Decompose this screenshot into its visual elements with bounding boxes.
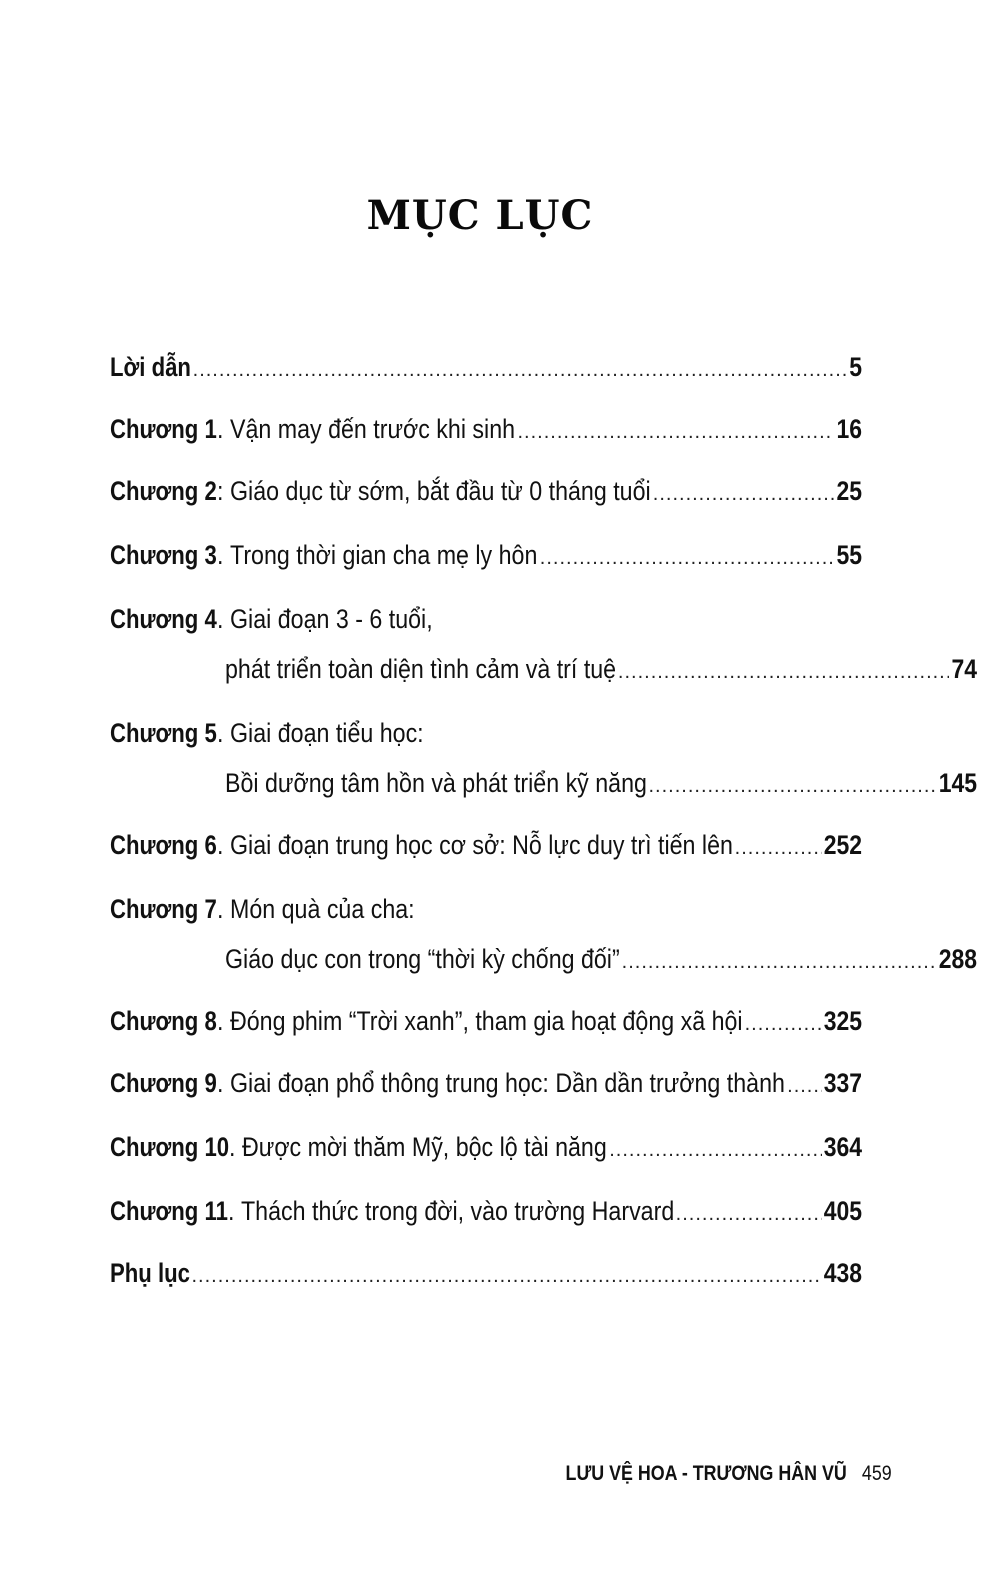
toc-entry-page: 405 [823,1196,862,1226]
toc-entry [110,1258,862,1289]
toc-entry-label: Phụ lục [110,1258,190,1288]
toc-entry [110,414,862,445]
toc-entry-page: 438 [823,1258,862,1288]
toc-entry-label: Lời dẫn [110,352,191,382]
dot-leader [787,1068,821,1099]
toc-entry-title: Giai đoạn tiểu học: [230,718,424,748]
page-title: MỤC LỤC [366,192,594,239]
toc-entry-label: Chương 1 [110,414,217,444]
toc-entry-separator: . [217,1068,230,1098]
toc-entry [110,1068,862,1099]
toc-entry-label: Chương 6 [110,830,217,860]
toc-entry-page: 325 [823,1006,862,1036]
toc-entry-page: 364 [823,1132,862,1162]
toc-entry-page: 55 [836,540,862,570]
toc-entry-title-cont: Giáo dục con trong “thời kỳ chống đối” [225,944,620,974]
toc-entry-title: Giai đoạn 3 - 6 tuổi, [230,604,433,634]
toc-entry-separator: . [217,1006,230,1036]
toc-entry-title: Thách thức trong đời, vào trường Harvard [240,1196,674,1226]
toc-entry-page: 337 [823,1068,862,1098]
toc-entry-separator: . [217,894,230,924]
toc-entry-label: Chương 8 [110,1006,217,1036]
footer-page-number: 459 [862,1462,892,1485]
toc-entry-title: Đóng phim “Trời xanh”, tham gia hoạt động xã hội [230,1006,743,1036]
toc-entry [110,540,862,571]
toc-entry-separator: . [217,604,230,634]
toc-entry [110,604,862,635]
toc-entry-title: Vận may đến trước khi sinh [230,414,516,444]
toc-entry-separator: . [217,540,230,570]
dot-leader [745,1006,822,1037]
toc-entry [110,352,862,383]
footer-authors: LƯU VỆ HOA - TRƯƠNG HÂN VŨ [565,1462,848,1485]
toc-entry [110,1196,862,1227]
toc-entry-page: 74 [951,654,977,684]
toc-entry-label: Chương 11 [110,1196,228,1226]
dot-leader [648,768,936,799]
toc-entry [110,894,862,925]
toc-entry-separator: . [217,414,230,444]
toc-entry-label: Chương 10 [110,1132,230,1162]
toc-entry-separator: . [227,1196,241,1226]
dot-leader [609,1132,821,1163]
toc-entry-label: Chương 7 [110,894,217,924]
toc-entry-page: 252 [823,830,862,860]
running-footer [566,1462,892,1486]
toc-entry-page: 25 [836,476,862,506]
toc-entry-page: 16 [836,414,862,444]
toc-entry-page: 145 [938,768,977,798]
toc-entry-title: Giai đoạn trung học cơ sở: Nỗ lực duy trì tiến lên [230,830,733,860]
toc-entry-title: Giáo dục từ sớm, bắt đầu từ 0 tháng tuổi [230,476,651,506]
toc-entry [110,476,862,507]
toc-entry [110,830,862,861]
toc-entry-page: 288 [938,944,977,974]
toc-entry [110,1132,862,1163]
toc-entry-title-cont: phát triển toàn diện tình cảm và trí tuệ [225,654,617,684]
toc-entry-continuation [110,768,977,799]
toc-entry-title: Giai đoạn phổ thông trung học: Dần dần trưởng thành [230,1068,785,1098]
toc-entry-title: Được mời thăm Mỹ, bộc lộ tài năng [242,1132,608,1162]
toc-entry-title: Món quà của cha: [230,894,415,924]
toc-entry-continuation [110,944,977,975]
dot-leader [517,414,834,445]
toc-entry-title-cont: Bồi dưỡng tâm hồn và phát triển kỹ năng [225,768,647,798]
toc-entry-separator: . [229,1132,243,1162]
toc-entry-continuation [110,654,977,685]
dot-leader [622,944,937,975]
toc-entry-separator: . [217,718,230,748]
toc-entry-separator: . [217,830,230,860]
dot-leader [676,1196,822,1227]
dot-leader [193,352,848,383]
dot-leader [735,830,822,861]
dot-leader [191,1258,821,1289]
toc-entry-label: Chương 9 [110,1068,217,1098]
toc-entry [110,718,862,749]
toc-entry [110,1006,862,1037]
toc-entry-label: Chương 2 [110,476,217,506]
toc-entry-title: Trong thời gian cha mẹ ly hôn [230,540,538,570]
toc-entry-label: Chương 4 [110,604,217,634]
toc-entry-separator: : [217,476,230,506]
dot-leader [653,476,835,507]
toc-entry-label: Chương 3 [110,540,217,570]
dot-leader [540,540,835,571]
toc-entry-page: 5 [849,352,862,382]
toc-entry-label: Chương 5 [110,718,217,748]
dot-leader [618,654,950,685]
